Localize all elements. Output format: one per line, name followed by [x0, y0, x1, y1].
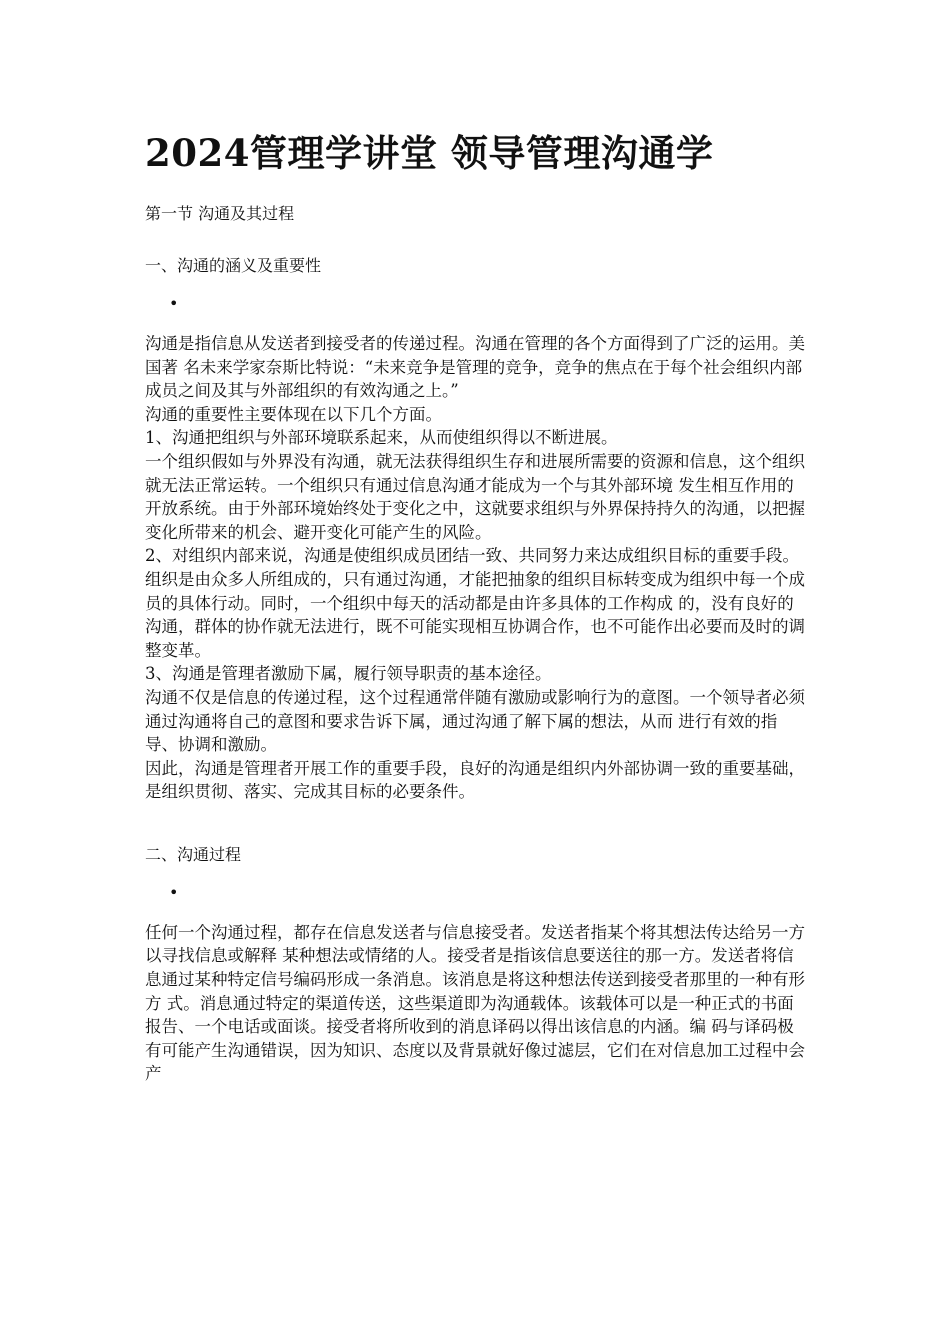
part1-heading: 一、沟通的涵义及重要性 — [145, 256, 322, 275]
part2-body — [145, 921, 810, 1086]
section-heading: 第一节 沟通及其过程 — [145, 204, 295, 223]
paragraph: 2、对组织内部来说，沟通是使组织成员团结一致、共同努力来达成组织目标的重要手段。 — [145, 546, 799, 566]
document-title: 2024管理学讲堂 领导管理沟通学 — [145, 131, 714, 175]
paragraph: 沟通的重要性主要体现在以下几个方面。 — [145, 404, 442, 424]
paragraph: 1、沟通把组织与外部环境联系起来，从而使组织得以不断进展。 — [145, 428, 618, 448]
part2-bullet: • — [169, 882, 179, 902]
part2-heading: 二、沟通过程 — [145, 844, 242, 864]
part1-bullet: • — [169, 294, 179, 313]
paragraph: 因此，沟通是管理者开展工作的重要手段，良好的沟通是组织内外部协调一致的重要基础，是组织贯彻、落实、完成其目标的必要条件。 — [145, 758, 805, 802]
paragraph: 沟通不仅是信息的传递过程，这个过程通常伴随有激励或影响行为的意图。一个领导者必须通过沟通将自己的意图和要求告诉下属，通过沟通了解下属的想法，从而 进行有效的指导、协调和激励。 — [145, 687, 805, 755]
paragraph: 一个组织假如与外界没有沟通，就无法获得组织生存和进展所需要的资源和信息，这个组织就无法正常运转。一个组织只有通过信息沟通才能成为一个与其外部环境 发生相互作用的开放系统。由于外部环境始终处于变化之中，这就要求组织与外界保持持久的沟通，以把握变化所带来的机会、避开变化可能产生的风险。 — [145, 451, 805, 542]
paragraph: 任何一个沟通过程，都存在信息发送者与信息接受者。发送者指某个将其想法传达给另一方以寻找信息或解释 某种想法或情绪的人。接受者是指该信息要送往的那一方。发送者将信息通过某种特定信号编码形成一条消息。该消息是将这种想法传送到接受者那里的一种有形方 式。消息通过特定的渠道传送，这些渠道即为沟通载体。该载体可以是一种正式的书面报告、一个电话或面谈。接受者将所收到的消息译码以得出该信息的内涵。编 码与译码极有可能产生沟通错误，因为知识、态度以及背景就好像过滤层，它们在对信息加工过程中会产 — [145, 922, 805, 1084]
part1-body — [145, 332, 810, 804]
document-page — [145, 128, 810, 1086]
paragraph: 组织是由众多人所组成的，只有通过沟通，才能把抽象的组织目标转变成为组织中每一个成员的具体行动。同时，一个组织中每天的活动都是由许多具体的工作构成 的，没有良好的沟通，群体的协作就无法进行，既不可能实现相互协调合作，也不可能作出必要而及时的调整变革。 — [145, 569, 805, 660]
paragraph: 3、沟通是管理者激励下属，履行领导职责的基本途径。 — [145, 664, 552, 684]
paragraph: 沟通是指信息从发送者到接受者的传递过程。沟通在管理的各个方面得到了广泛的运用。美国著 名未来学家奈斯比特说：“未来竞争是管理的竞争，竞争的焦点在于每个社会组织内部成员之间及其与外部组织的有效沟通之上。” — [145, 334, 805, 401]
